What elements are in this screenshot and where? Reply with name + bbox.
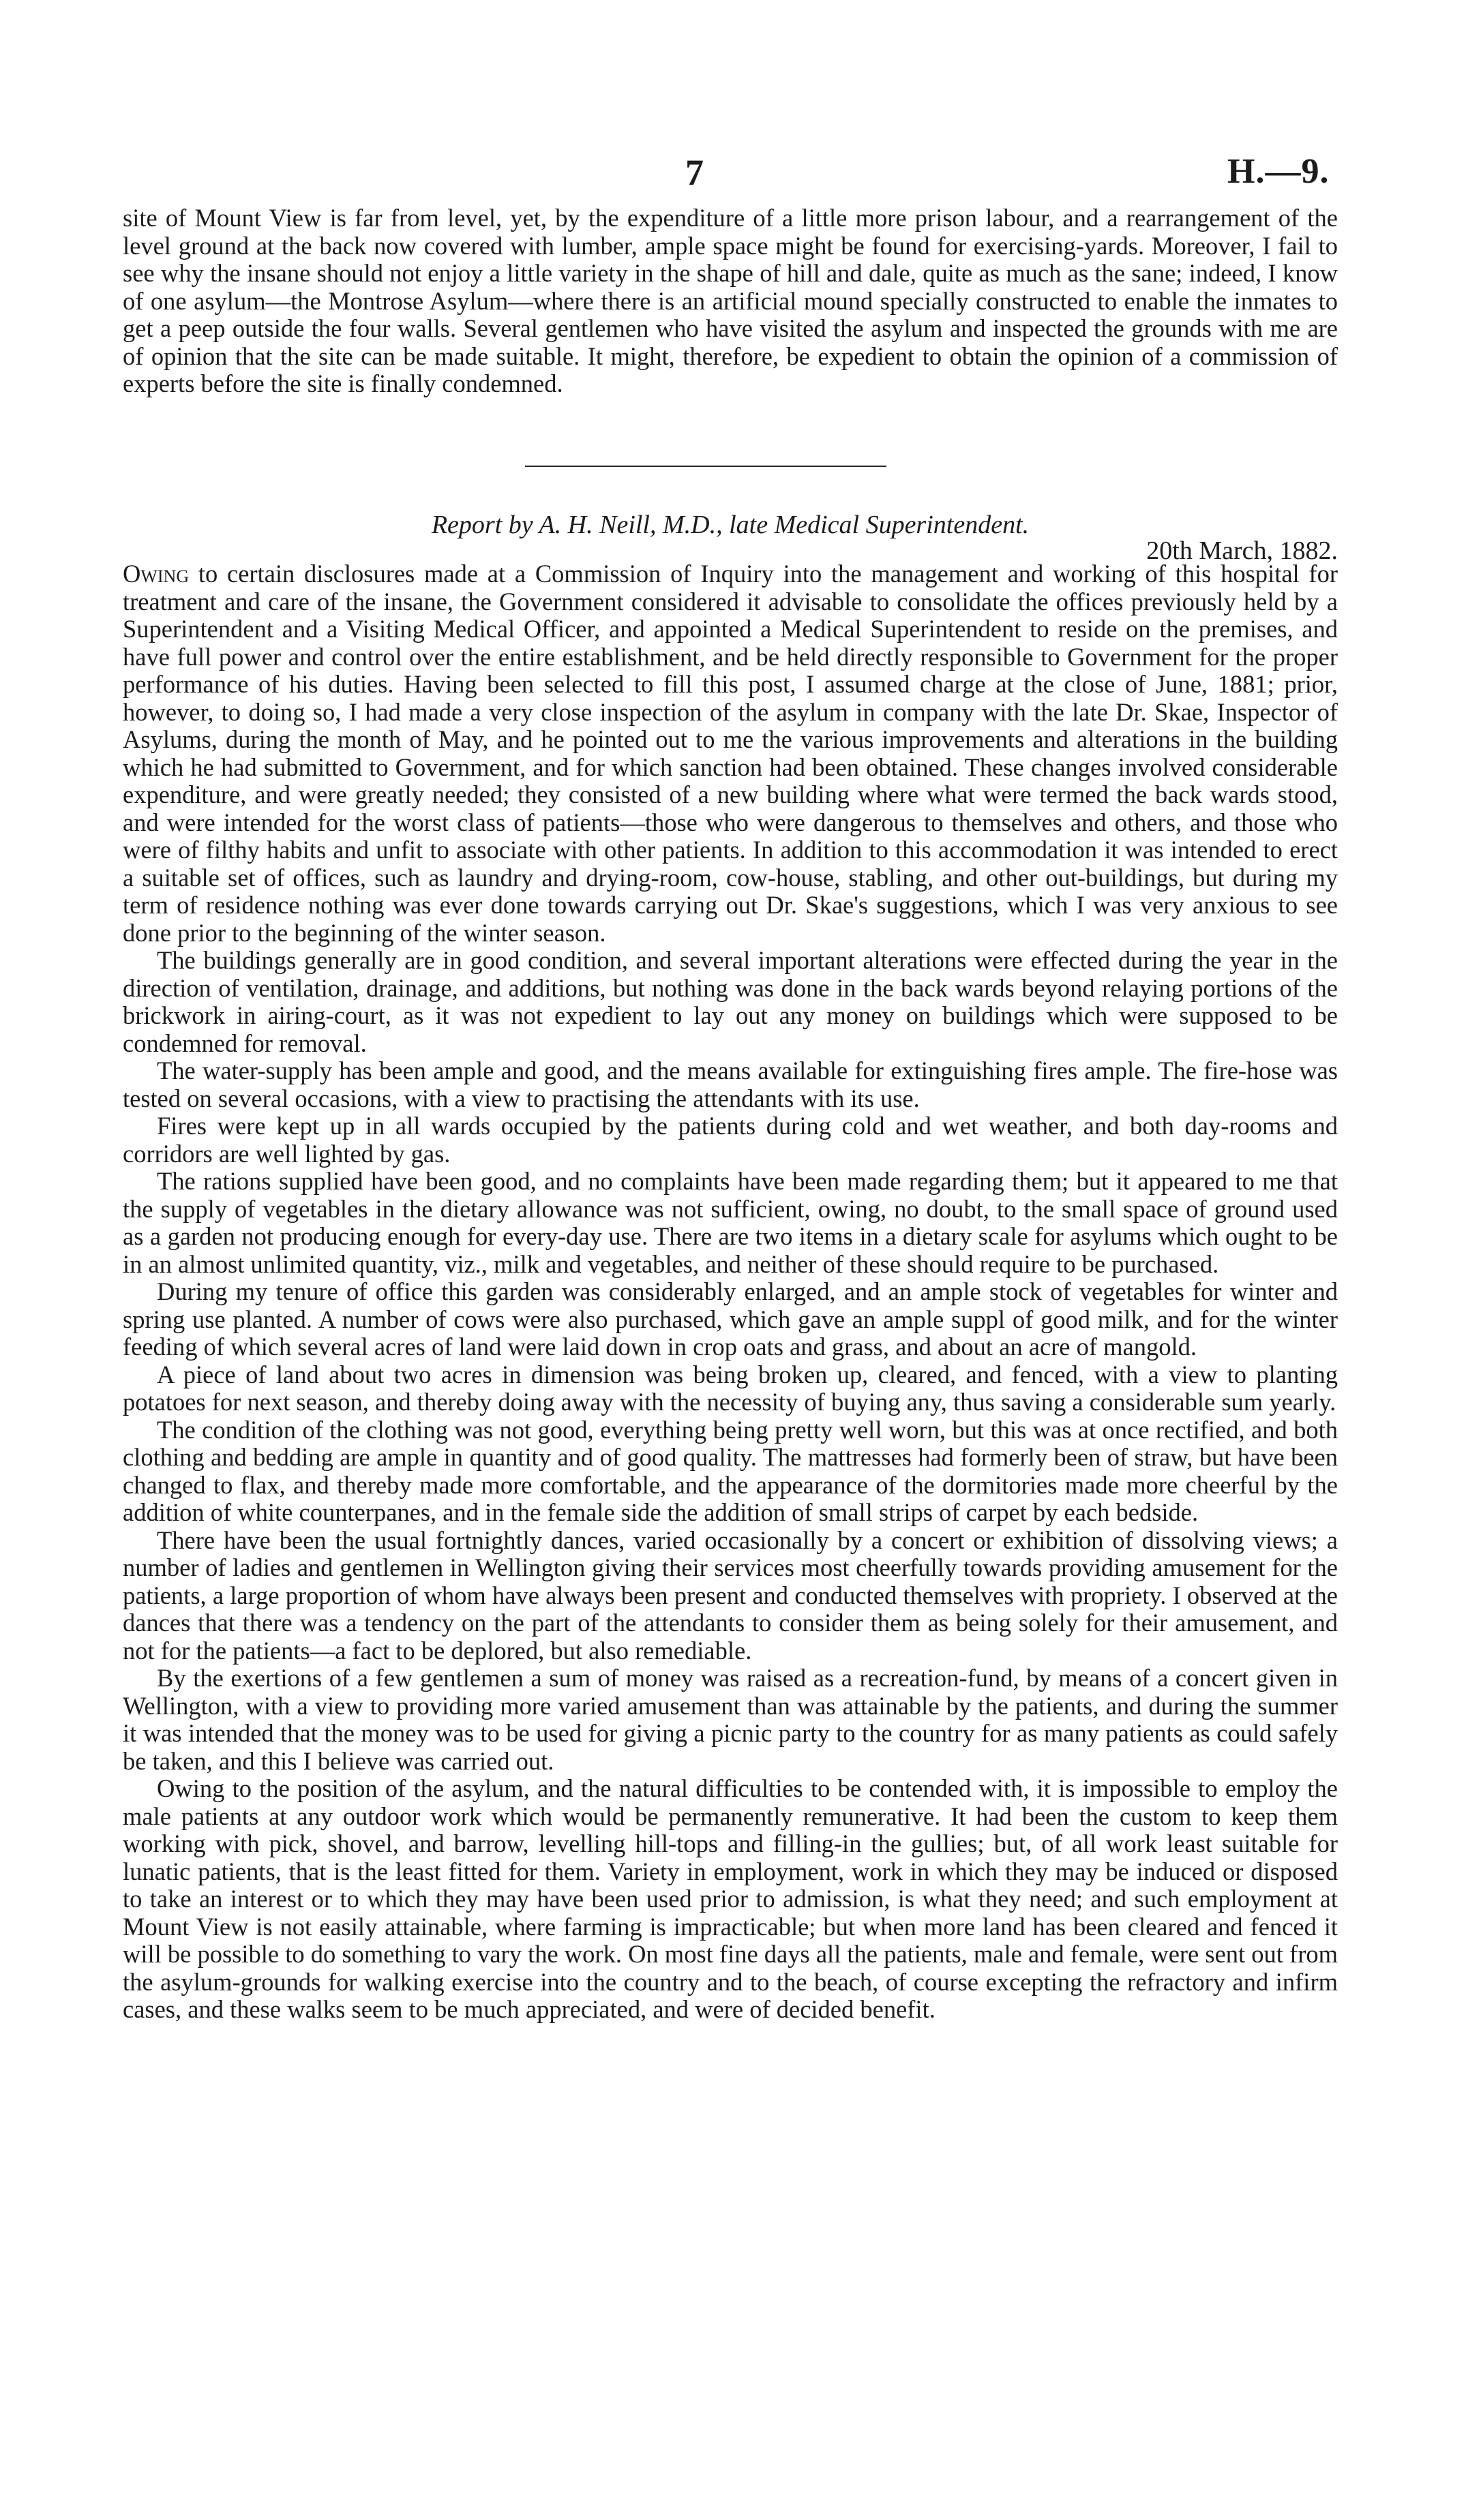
- report-paragraph: The buildings generally are in good condition, and several important alterations were effected during the year in the direction of ventilation, drainage, and additions, but nothing was done in the back wards beyond relaying portions of the brickwork in airing-court, as it was not expedient to lay out any money on buildings which were supposed to be condemned for removal.: [123, 946, 1338, 1057]
- report-paragraph: A piece of land about two acres in dimension was being broken up, cleared, and fenced, with a view to planting potatoes for next season, and thereby doing away with the necessity of buying any, thus saving a considerable sum yearly.: [123, 1360, 1338, 1416]
- report-body: [123, 560, 1338, 2024]
- report-paragraph: The rations supplied have been good, and no complaints have been made regarding them; but it appeared to me that the supply of vegetables in the dietary allowance was not sufficient, owing, no doubt, to the small space of ground used as a garden not producing enough for every-day use. There are two items in a dietary scale for asylums which ought to be in an almost unlimited quantity, viz., milk and vegetables, and neither of these should require to be purchased.: [123, 1167, 1338, 1278]
- report-paragraph: Owing to the position of the asylum, and the natural difficulties to be contended with, it is impossible to employ the male patients at any outdoor work which would be permanently remunerative. It had been the custom to keep them working with pick, shovel, and barrow, levelling hill-tops and filling-in the gullies; but, of all work least suitable for lunatic patients, that is the least fitted for them. Variety in employment, work in which they may be induced or disposed to take an interest or to which they may have been used prior to admission, is what they need; and such employment at Mount View is not easily attainable, where farming is impracticable; but when more land has been cleared and fenced it will be possible to do something to vary the work. On most fine days all the patients, male and female, were sent out from the asylum-grounds for walking exercise into the country and to the beach, of course excepting the refractory and infirm cases, and these walks seem to be much appreciated, and were of decided benefit.: [123, 1774, 1338, 2023]
- report-paragraph: During my tenure of office this garden was considerably enlarged, and an ample stock of vegetables for winter and spring use planted. A number of cows were also purchased, which gave an ample suppl of good milk, and for the winter feeding of which several acres of land were laid down in crop oats and grass, and about an acre of mangold.: [123, 1277, 1338, 1361]
- report-first-word: Owing: [123, 560, 190, 588]
- section-divider: [525, 466, 886, 467]
- report-paragraph: The water-supply has been ample and good, and the means available for extinguishing fires ample. The fire-hose was tested on several occasions, with a view to practising the attendants with its use.: [123, 1057, 1338, 1112]
- report-paragraph: The condition of the clothing was not good, everything being pretty well worn, but this was at once rectified, and both clothing and bedding are ample in quantity and of good quality. The mattresses had formerly been of straw, but have been changed to flax, and thereby made more comfortable, and the appearance of the dormitories made more cheerful by the addition of white counterpanes, and in the female side the addition of small strips of carpet by each bedside.: [123, 1415, 1338, 1526]
- report-paragraph: There have been the usual fortnightly dances, varied occasionally by a concert or exhibition of dissolving views; a number of ladies and gentlemen in Wellington giving their services most cheerfully towards providing amusement for the patients, a large proportion of whom have always been present and conducted themselves with propriety. I observed at the dances that there was a tendency on the part of the attendants to consider them as being solely for their amusement, and not for the patients—a fact to be deplored, but also remediable.: [123, 1525, 1338, 1665]
- report-paragraph: [123, 560, 1338, 947]
- report-paragraph: Fires were kept up in all wards occupied by the patients during cold and wet weather, and both day-rooms and corridors are well lighted by gas.: [123, 1112, 1338, 1168]
- intro-paragraph-block: [123, 204, 1338, 398]
- report-paragraph-text: to certain disclosures made at a Commission of Inquiry into the management and working of this hospital for treatment and care of the insane, the Government considered it advisable to consolidate the offices previously held by a Superintendent and a Visiting Medical Officer, and appointed a Medical Superintendent to reside on the premises, and have full power and control over the entire establishment, and be held directly responsible to Government for the proper performance of his duties. Having been selected to fill this post, I assumed charge at the close of June, 1881; prior, however, to doing so, I had made a very close inspection of the asylum in company with the late Dr. Skae, Inspector of Asylums, during the month of May, and he pointed out to me the various improvements and alterations in the building which he had submitted to Government, and for which sanction had been obtained. These changes involved considerable expenditure, and were greatly needed; they consisted of a new building where what were termed the back wards stood, and were intended for the worst class of patients—those who were dangerous to themselves and others, and those who were of filthy habits and unfit to associate with other patients. In addition to this accommodation it was intended to erect a suitable set of offices, such as laundry and drying-room, cow-house, stabling, and other out-buildings, but during my term of residence nothing was ever done towards carrying out Dr. Skae's suggestions, which I was very anxious to see done prior to the beginning of the winter season.: [123, 560, 1338, 947]
- report-paragraph: By the exertions of a few gentlemen a sum of money was raised as a recreation-fund, by means of a concert given in Wellington, with a view to providing more varied amusement than was attainable by the patients, and during the summer it was intended that the money was to be used for giving a picnic party to the country for as many patients as could safely be taken, and this I believe was carried out.: [123, 1664, 1338, 1775]
- page-number: 7: [685, 152, 704, 193]
- report-date: 20th March, 1882.: [1146, 536, 1338, 565]
- report-heading: Report by A. H. Neill, M.D., late Medical Superintendent.: [431, 511, 1030, 539]
- intro-paragraph: site of Mount View is far from level, yet, by the expenditure of a little more prison labour, and a rearrangement of the level ground at the back now covered with lumber, ample space might be found for exercising-yards. Moreover, I fail to see why the insane should not enjoy a little variety in the shape of hill and dale, quite as much as the sane; indeed, I know of one asylum—the Montrose Asylum—where there is an artificial mound specially constructed to enable the inmates to get a peep outside the four walls. Several gentlemen who have visited the asylum and inspected the grounds with me are of opinion that the site can be made suitable. It might, therefore, be expedient to obtain the opinion of a commission of experts before the site is finally condemned.: [123, 204, 1338, 397]
- document-reference: H.—9.: [1227, 152, 1330, 191]
